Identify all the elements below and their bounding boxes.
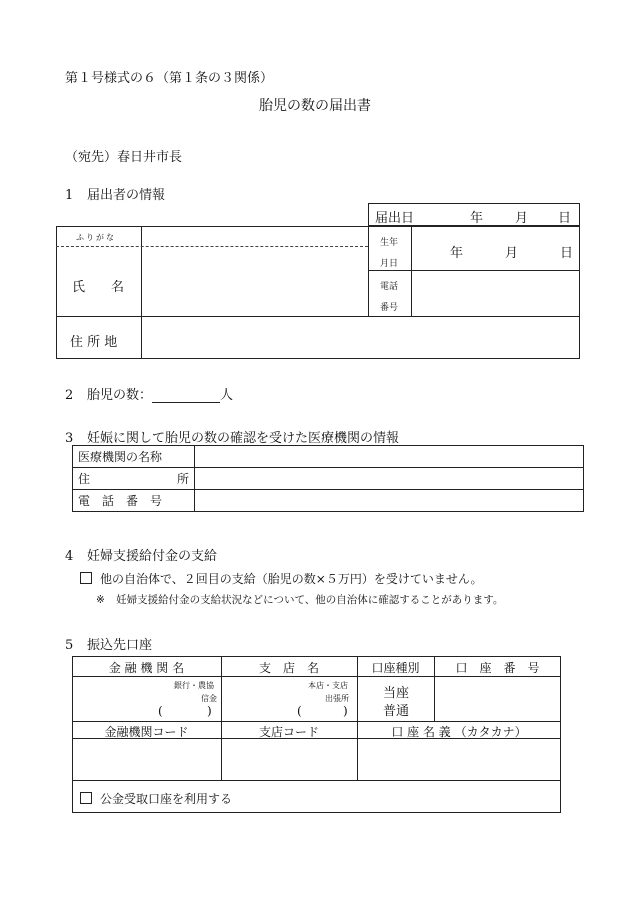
section4-title: 妊婦支援給付金の支給 [87,549,218,564]
col-branch-header: 支 店 名 [258,661,319,675]
furigana-field[interactable] [142,227,367,245]
medical-institution-table [72,445,584,512]
medical-name-field[interactable] [195,446,584,468]
name-field[interactable] [142,248,367,315]
bank-paren-open: ( [158,704,163,718]
section2-heading [65,384,233,403]
phone-field[interactable] [412,271,578,315]
non-receipt-text: 他の自治体で、２回目の支給（胎児の数×５万円）を受けていません。 [100,572,483,586]
filing-date-label: 届出日 [375,211,415,226]
public-account-row[interactable] [80,790,232,807]
section4-note [96,592,503,607]
branch-types-1: 本店・支店 [308,681,348,690]
note-text: 妊婦支援給付金の支給状況などについて、他の自治体に確認することがあります。 [116,594,504,606]
medical-address-label: 住 所 [73,468,195,490]
col-type-header: 口座種別 [371,661,420,675]
medical-phone-field[interactable] [195,490,584,512]
fetus-count-field[interactable] [152,390,220,403]
section4-heading [65,545,217,564]
medical-name-label: 医療機関の名称 [73,446,195,468]
bank-types-2: 信金 [201,694,217,703]
addressee: （宛先）春日井市長 [65,150,183,165]
account-number-field[interactable] [435,677,560,720]
section5-heading [65,634,152,653]
phone-label-1: 電話 [380,282,399,292]
section2-title: 胎児の数： [87,388,153,403]
bank-code-field[interactable] [73,739,220,779]
section3-title: 妊娠に関して胎児の数の確認を受けた医療機関の情報 [87,431,400,446]
section5-number: 5 [65,638,74,653]
medical-phone-label: 電 話 番 号 [73,490,195,512]
medical-address-field[interactable] [195,468,584,490]
filing-date-day: 日 [558,211,572,226]
col-branch-code-header: 支店コード [258,725,319,739]
birth-day: 日 [560,246,574,261]
birth-label-2: 月日 [380,259,399,269]
section2-number: 2 [65,388,74,403]
birth-year: 年 [450,246,464,261]
branch-types-2: 出張所 [325,694,349,703]
section1-number: 1 [65,188,74,203]
fetus-count-unit: 人 [220,388,234,403]
name-label: 氏 名 [72,280,125,295]
branch-code-field[interactable] [222,739,356,779]
account-holder-field[interactable] [358,739,560,779]
filing-date-month: 月 [515,211,529,226]
furigana-label: ふりがな [76,233,116,242]
col-number-header: 口 座 番 号 [455,661,540,675]
filing-date-year: 年 [470,211,484,226]
type-current[interactable]: 当座 [383,686,410,701]
bank-paren-close: ) [207,704,212,718]
type-savings[interactable]: 普通 [383,704,410,719]
birth-label-1: 生年 [380,238,399,248]
non-receipt-checkbox[interactable] [80,572,92,584]
section5-title: 振込先口座 [87,638,153,653]
section3-number: 3 [65,431,74,446]
section3-heading [65,427,399,446]
public-account-checkbox[interactable] [80,792,92,804]
branch-name-field[interactable] [222,677,302,720]
address-field[interactable] [142,317,579,358]
public-account-text: 公金受取口座を利用する [100,792,233,806]
birth-month: 月 [505,246,519,261]
col-bank-header: 金 融 機 関 名 [108,661,185,675]
form-number: 第１号様式の６（第１条の３関係） [65,71,274,86]
branch-paren-close: ) [343,704,348,718]
section1-heading [65,184,165,203]
section1-title: 届出者の情報 [87,188,166,203]
non-receipt-checkbox-row[interactable] [80,570,483,587]
col-bank-code-header: 金融機関コード [104,725,189,739]
section4-number: 4 [65,549,74,564]
col-holder-header: 口 座 名 義 （カタカナ） [391,725,527,739]
page-title: 胎児の数の届出書 [259,98,371,114]
bank-types-1: 銀行・農協 [174,681,214,690]
note-mark: ※ [96,594,105,606]
address-label: 住 所 地 [70,335,118,350]
bank-name-field[interactable] [73,677,168,720]
branch-paren-open: ( [297,704,302,718]
phone-label-2: 番号 [380,303,399,313]
